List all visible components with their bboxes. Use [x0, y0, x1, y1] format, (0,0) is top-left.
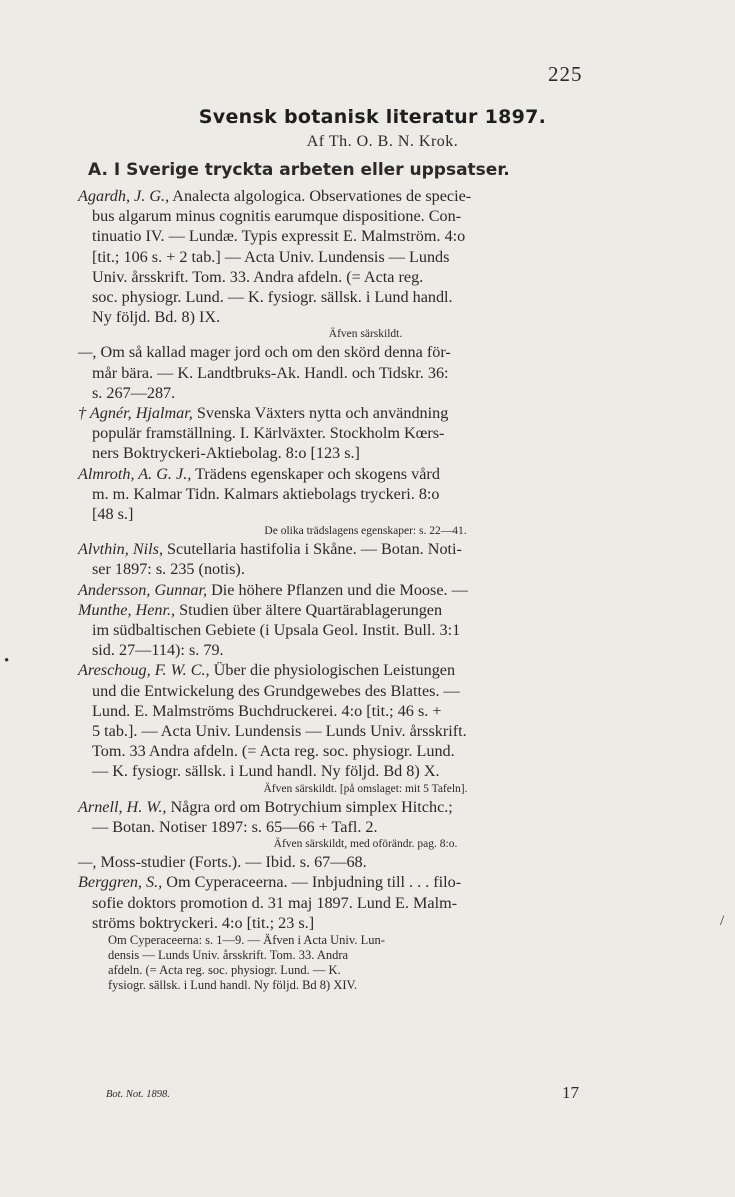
entry-text: [tit.; 106 s. + 2 tab.] — Acta Univ. Lundensis — Lunds [92, 247, 450, 266]
bibliography-entry [78, 872, 613, 993]
entry-text: Die höhere Pflanzen und die Moose. — [207, 580, 468, 599]
entry-author: Munthe, Henr., [78, 600, 176, 619]
bibliography-entry [78, 403, 613, 464]
entry-continuation-line [78, 620, 613, 640]
entry-author: Arnell, H. W., [78, 797, 167, 816]
bibliography-entry [78, 852, 613, 872]
entry-first-line [78, 539, 613, 559]
entry-continuation-line [78, 484, 613, 504]
entry-text: ströms boktryckeri. 4:o [tit.; 23 s.] [92, 913, 315, 932]
bibliography-list [78, 186, 613, 993]
entry-continuation-line [78, 363, 613, 383]
entry-continuation-line [78, 206, 613, 226]
entry-author: Andersson, Gunnar, [78, 580, 208, 599]
entry-first-line [78, 342, 613, 362]
footer-sheet-number: 17 [562, 1083, 579, 1102]
entry-text: m. m. Kalmar Tidn. Kalmars aktiebolags tryckeri. 8:o [92, 484, 440, 503]
entry-continuation-line [78, 761, 613, 781]
entry-first-line [78, 852, 613, 872]
entry-text: s. 267—287. [92, 383, 176, 402]
entry-continuation-line [78, 267, 613, 287]
entry-first-line [78, 580, 613, 600]
entry-subnote-line: afdeln. (= Acta reg. soc. physiogr. Lund. — K. [108, 962, 341, 977]
bibliography-entry [78, 660, 613, 796]
entry-continuation-line [78, 701, 613, 721]
entry-first-line [78, 872, 613, 892]
bibliography-entry [78, 464, 613, 540]
entry-first-line [78, 464, 613, 484]
entry-author: Agardh, J. G., [78, 187, 170, 205]
entry-first-line [78, 186, 613, 206]
entry-first-line [78, 660, 613, 680]
entry-text: Svenska Växters nytta och användning [192, 404, 449, 423]
entry-author: —, [78, 853, 97, 872]
bibliography-entry [78, 342, 613, 403]
entry-continuation-line [78, 423, 613, 443]
entry-text: soc. physiogr. Lund. — K. fysiogr. sällsk. i Lund handl. [92, 288, 453, 307]
byline: Af Th. O. B. N. Krok. [306, 133, 459, 150]
entry-text: Moss-studier (Forts.). — Ibid. s. 67—68. [96, 853, 367, 872]
entry-text: Om Cyperaceerna. — Inbjudning till . . . filo- [162, 873, 462, 892]
entry-continuation-line [78, 443, 613, 463]
entry-continuation-line [78, 247, 613, 267]
entry-continuation-line [78, 893, 613, 913]
entry-author: Berggren, S., [78, 873, 163, 892]
entry-subnote-line: Om Cyperaceerna: s. 1—9. — Äfven i Acta Univ. Lun- [108, 932, 385, 947]
entry-text: mår bära. — K. Landtbruks-Ak. Handl. och Tidskr. 36: [92, 363, 449, 382]
entry-text: Scutellaria hastifolia i Skåne. — Botan. Noti- [162, 540, 462, 559]
bibliography-entry [78, 600, 613, 661]
entry-text: Studien über ältere Quartärablagerungen [175, 600, 443, 619]
entry-text: sid. 27—114): s. 79. [92, 641, 224, 660]
entry-subnote-line: fysiogr. sällsk. i Lund handl. Ny följd. Bd 8) XIV. [108, 977, 358, 992]
entry-text: Trädens egenskaper och skogens vård [191, 464, 440, 483]
footer-signature: Bot. Not. 1898. [106, 1089, 170, 1100]
margin-mark: • [4, 653, 10, 669]
bibliography-entry [78, 580, 613, 600]
entry-text: Om så kallad mager jord och om den skörd denna för- [96, 343, 451, 362]
entry-continuation-line [78, 504, 613, 524]
entry-text: Univ. årsskrift. Tom. 33. Andra afdeln. (= Acta reg. [92, 267, 424, 286]
entry-continuation-line [78, 383, 613, 403]
entry-text: Tom. 33 Andra afdeln. (= Acta reg. soc. physiogr. Lund. [92, 742, 455, 761]
entry-text: im südbaltischen Gebiete (i Upsala Geol. Instit. Bull. 3:1 [92, 621, 461, 640]
entry-text: ners Boktryckeri-Aktiebolag. 8:o [123 s.] [92, 444, 360, 463]
entry-text: und die Entwickelung des Grundgewebes des Blattes. — [92, 681, 460, 700]
entry-continuation-line [78, 741, 613, 761]
entry-text: Lund. E. Malmströms Buchdruckerei. 4:o [tit.; 46 s. + [92, 701, 442, 720]
bibliography-entry [78, 797, 613, 852]
bibliography-entry [78, 539, 613, 579]
entry-continuation-line [78, 559, 613, 579]
entry-first-line [78, 797, 613, 817]
entry-note: Äfven särskildt. [på omslaget: mit 5 Tafeln]. [263, 782, 468, 795]
page-title: Svensk botanisk literatur 1897. [198, 106, 547, 128]
entry-note: Äfven särskildt, med oförändr. pag. 8:o. [273, 838, 458, 851]
entry-text: — Botan. Notiser 1897: s. 65—66 + Tafl. 2. [92, 817, 378, 836]
margin-mark: / [720, 913, 725, 929]
entry-text: tinuatio IV. — Lundæ. Typis expressit E. Malmström. 4:o [92, 227, 466, 246]
entry-author: Almroth, A. G. J., [78, 464, 192, 483]
entry-continuation-line [78, 640, 613, 660]
entry-continuation-line [78, 307, 613, 327]
entry-continuation-line [78, 817, 613, 837]
entry-subnote-line: densis — Lunds Univ. årsskrift. Tom. 33. Andra [108, 947, 349, 962]
entry-continuation-line [78, 913, 613, 933]
entry-continuation-line [78, 287, 613, 307]
entry-text: populär framställning. I. Kärlväxter. Stockholm Kœrs- [92, 424, 445, 443]
page-number: 225 [548, 62, 583, 86]
entry-first-line [78, 600, 613, 620]
entry-text: sofie doktors promotion d. 31 maj 1897. Lund E. Malm- [92, 893, 458, 912]
entry-continuation-line [78, 226, 613, 246]
entry-continuation-line [78, 721, 613, 741]
entry-note: De olika trädslagens egenskaper: s. 22—41. [264, 525, 467, 538]
entry-author: —, [78, 343, 97, 362]
entry-text: ser 1897: s. 235 (notis). [92, 560, 245, 579]
entry-text: 5 tab.]. — Acta Univ. Lundensis — Lunds Univ. årsskrift. [92, 722, 467, 741]
entry-text: [48 s.] [92, 505, 134, 524]
entry-text: — K. fysiogr. sällsk. i Lund handl. Ny följd. Bd 8) X. [92, 762, 440, 781]
entry-text: bus algarum minus cognitis earumque dispositione. Con- [92, 207, 462, 226]
bibliography-entry [78, 186, 613, 342]
entry-text: Analecta algologica. Observationes de specie- [169, 187, 472, 205]
entry-first-line [78, 403, 613, 423]
section-heading: A. I Sverige tryckta arbeten eller uppsatser. [88, 160, 510, 180]
entry-continuation-line [78, 681, 613, 701]
entry-text: Ny följd. Bd. 8) IX. [92, 308, 221, 327]
entry-text: Über die physiologischen Leistungen [209, 661, 456, 680]
entry-note: Äfven särskildt. [328, 328, 403, 341]
entry-text: Några ord om Botrychium simplex Hitchc.; [166, 797, 453, 816]
entry-author: Areschoug, F. W. C., [78, 661, 210, 680]
entry-author: † Agnér, Hjalmar, [78, 404, 193, 423]
entry-author: Alvthin, Nils, [78, 540, 163, 559]
